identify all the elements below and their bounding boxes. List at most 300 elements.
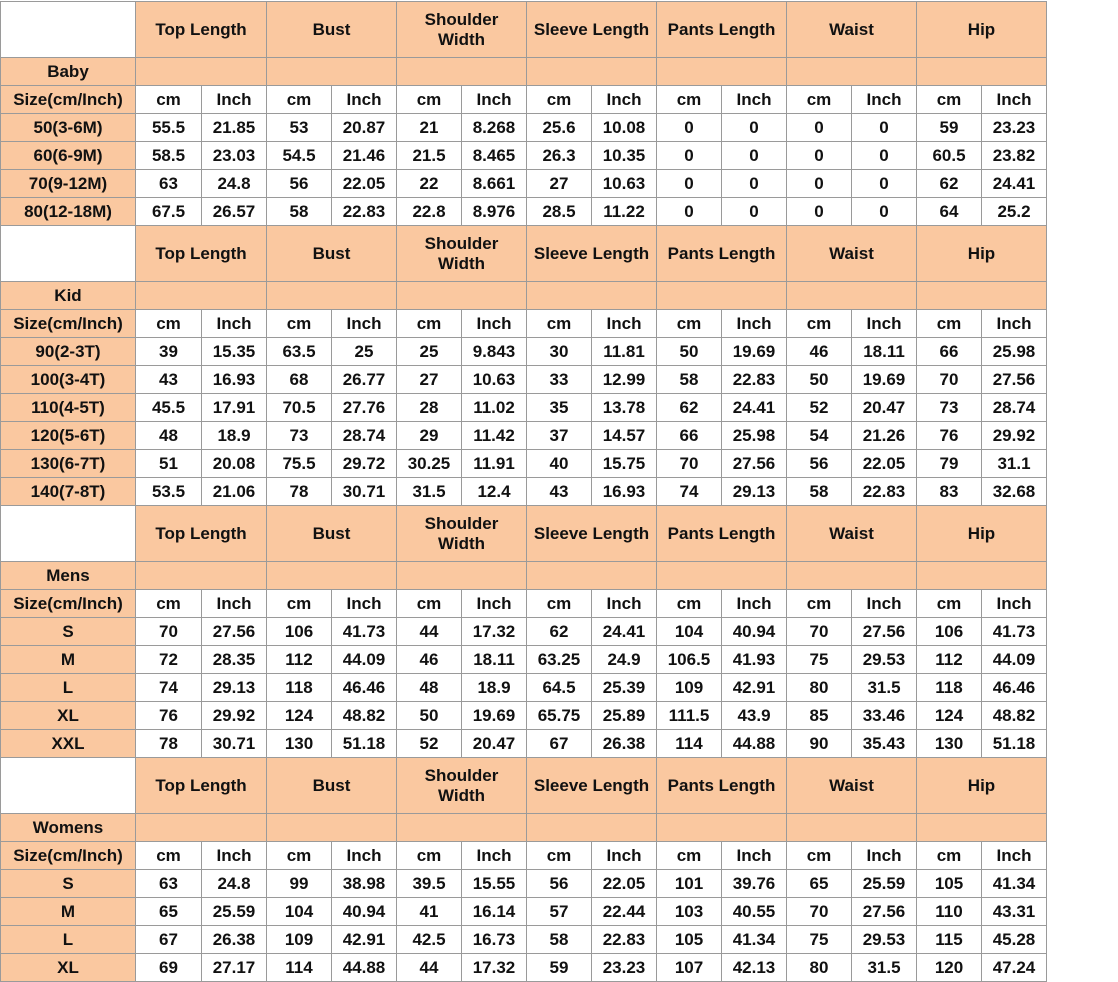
measurement-cell: 48 [397, 674, 462, 702]
measurement-cell: 85 [787, 702, 852, 730]
measurement-cell: 58 [657, 366, 722, 394]
size-label-cell: L [1, 674, 136, 702]
measurement-cell: 114 [657, 730, 722, 758]
measurement-cell: 42.91 [332, 926, 397, 954]
measurement-cell: 22.05 [852, 450, 917, 478]
measurement-cell: 40.55 [722, 898, 787, 926]
band-spacer [787, 814, 917, 842]
band-spacer [657, 814, 787, 842]
unit-cm: cm [136, 86, 202, 114]
unit-inch: Inch [462, 86, 527, 114]
measurement-cell: 21.85 [202, 114, 267, 142]
measurement-cell: 28.74 [332, 422, 397, 450]
measurement-cell: 0 [657, 198, 722, 226]
measurement-cell: 67 [136, 926, 202, 954]
table-row [1, 702, 1047, 730]
unit-inch: Inch [852, 310, 917, 338]
measurement-cell: 15.35 [202, 338, 267, 366]
measurement-cell: 9.843 [462, 338, 527, 366]
measurement-cell: 28.5 [527, 198, 592, 226]
measurement-cell: 41.34 [722, 926, 787, 954]
size-label-cell: 120(5-6T) [1, 422, 136, 450]
measurement-cell: 107 [657, 954, 722, 982]
band-spacer [787, 58, 917, 86]
measurement-cell: 64 [917, 198, 982, 226]
measurement-cell: 56 [787, 450, 852, 478]
measurement-cell: 21.46 [332, 142, 397, 170]
measurement-cell: 70 [136, 618, 202, 646]
measurement-cell: 70 [787, 618, 852, 646]
column-header: Bust [267, 506, 397, 562]
measurement-cell: 0 [787, 142, 852, 170]
column-header: Shoulder Width [397, 2, 527, 58]
measurement-cell: 40.94 [332, 898, 397, 926]
measurement-cell: 44.88 [722, 730, 787, 758]
band-spacer [267, 282, 397, 310]
column-header: Shoulder Width [397, 226, 527, 282]
measurement-cell: 29.13 [722, 478, 787, 506]
measurement-cell: 105 [917, 870, 982, 898]
band-spacer [267, 562, 397, 590]
unit-cm: cm [527, 842, 592, 870]
measurement-cell: 130 [267, 730, 332, 758]
measurement-cell: 51.18 [332, 730, 397, 758]
measurement-cell: 11.02 [462, 394, 527, 422]
measurement-cell: 38.98 [332, 870, 397, 898]
band-spacer [657, 562, 787, 590]
size-label-cell: 110(4-5T) [1, 394, 136, 422]
measurement-cell: 29 [397, 422, 462, 450]
size-label-cell: XXL [1, 730, 136, 758]
measurement-cell: 120 [917, 954, 982, 982]
measurement-cell: 27.76 [332, 394, 397, 422]
measurement-cell: 41.34 [982, 870, 1047, 898]
measurement-cell: 57 [527, 898, 592, 926]
measurement-cell: 76 [136, 702, 202, 730]
measurement-cell: 10.63 [462, 366, 527, 394]
band-spacer [267, 58, 397, 86]
measurement-cell: 44.09 [982, 646, 1047, 674]
units-row [1, 590, 1047, 618]
band-spacer [657, 58, 787, 86]
band-spacer [136, 562, 267, 590]
measurement-cell: 111.5 [657, 702, 722, 730]
measurement-cell: 11.22 [592, 198, 657, 226]
measurement-cell: 43 [527, 478, 592, 506]
header-corner-cell [1, 2, 136, 58]
size-label-cell: 70(9-12M) [1, 170, 136, 198]
measurement-cell: 80 [787, 674, 852, 702]
measurement-cell: 58 [267, 198, 332, 226]
column-header: Waist [787, 226, 917, 282]
section-name-row [1, 562, 1047, 590]
measurement-cell: 103 [657, 898, 722, 926]
measurement-cell: 44.09 [332, 646, 397, 674]
measurement-cell: 29.72 [332, 450, 397, 478]
size-label-cell: 60(6-9M) [1, 142, 136, 170]
measurement-cell: 50 [787, 366, 852, 394]
measurement-cell: 23.23 [592, 954, 657, 982]
measurement-cell: 40.94 [722, 618, 787, 646]
measurement-cell: 0 [852, 170, 917, 198]
measurement-cell: 73 [917, 394, 982, 422]
measurement-cell: 17.91 [202, 394, 267, 422]
unit-cm: cm [917, 86, 982, 114]
measurement-cell: 75 [787, 926, 852, 954]
header-corner-cell [1, 226, 136, 282]
measurement-cell: 24.8 [202, 170, 267, 198]
measurement-cell: 27.56 [982, 366, 1047, 394]
measurement-cell: 16.14 [462, 898, 527, 926]
measurement-cell: 22.83 [592, 926, 657, 954]
size-label-cell: XL [1, 702, 136, 730]
measurement-cell: 26.57 [202, 198, 267, 226]
measurement-cell: 16.93 [592, 478, 657, 506]
measurement-cell: 44 [397, 954, 462, 982]
measurement-cell: 48.82 [332, 702, 397, 730]
measurement-cell: 40 [527, 450, 592, 478]
measurement-cell: 12.99 [592, 366, 657, 394]
band-spacer [397, 814, 527, 842]
unit-inch: Inch [462, 310, 527, 338]
measurement-cell: 74 [136, 674, 202, 702]
size-chart-body [1, 2, 1047, 982]
measurement-cell: 8.465 [462, 142, 527, 170]
measurement-cell: 14.57 [592, 422, 657, 450]
measurement-cell: 78 [267, 478, 332, 506]
unit-cm: cm [136, 590, 202, 618]
measurement-cell: 63.25 [527, 646, 592, 674]
unit-cm: cm [917, 310, 982, 338]
size-label-cell: 130(6-7T) [1, 450, 136, 478]
measurement-cell: 24.41 [722, 394, 787, 422]
section-header-row [1, 226, 1047, 282]
measurement-cell: 48 [136, 422, 202, 450]
measurement-cell: 27.56 [852, 618, 917, 646]
unit-inch: Inch [202, 310, 267, 338]
band-spacer [136, 814, 267, 842]
measurement-cell: 62 [527, 618, 592, 646]
table-row [1, 954, 1047, 982]
measurement-cell: 65.75 [527, 702, 592, 730]
measurement-cell: 25.39 [592, 674, 657, 702]
measurement-cell: 23.23 [982, 114, 1047, 142]
band-spacer [657, 282, 787, 310]
measurement-cell: 8.661 [462, 170, 527, 198]
measurement-cell: 0 [722, 170, 787, 198]
size-label: Size(cm/Inch) [1, 842, 136, 870]
measurement-cell: 23.82 [982, 142, 1047, 170]
measurement-cell: 25.89 [592, 702, 657, 730]
measurement-cell: 51 [136, 450, 202, 478]
measurement-cell: 43 [136, 366, 202, 394]
measurement-cell: 19.69 [852, 366, 917, 394]
measurement-cell: 53 [267, 114, 332, 142]
measurement-cell: 45.5 [136, 394, 202, 422]
size-label-cell: 140(7-8T) [1, 478, 136, 506]
measurement-cell: 50 [657, 338, 722, 366]
measurement-cell: 27.56 [722, 450, 787, 478]
column-header: Pants Length [657, 2, 787, 58]
band-spacer [917, 282, 1047, 310]
unit-inch: Inch [982, 842, 1047, 870]
unit-cm: cm [527, 590, 592, 618]
measurement-cell: 22 [397, 170, 462, 198]
measurement-cell: 66 [657, 422, 722, 450]
measurement-cell: 16.93 [202, 366, 267, 394]
measurement-cell: 27 [397, 366, 462, 394]
measurement-cell: 112 [267, 646, 332, 674]
measurement-cell: 20.87 [332, 114, 397, 142]
column-header: Shoulder Width [397, 758, 527, 814]
measurement-cell: 90 [787, 730, 852, 758]
measurement-cell: 106 [267, 618, 332, 646]
band-spacer [397, 282, 527, 310]
measurement-cell: 106 [917, 618, 982, 646]
measurement-cell: 32.68 [982, 478, 1047, 506]
table-row [1, 646, 1047, 674]
measurement-cell: 42.13 [722, 954, 787, 982]
measurement-cell: 25.6 [527, 114, 592, 142]
measurement-cell: 29.53 [852, 646, 917, 674]
measurement-cell: 31.5 [852, 954, 917, 982]
measurement-cell: 18.11 [852, 338, 917, 366]
measurement-cell: 99 [267, 870, 332, 898]
measurement-cell: 48.82 [982, 702, 1047, 730]
measurement-cell: 25 [332, 338, 397, 366]
column-header: Waist [787, 2, 917, 58]
measurement-cell: 50 [397, 702, 462, 730]
measurement-cell: 28.35 [202, 646, 267, 674]
band-spacer [527, 814, 657, 842]
measurement-cell: 44 [397, 618, 462, 646]
measurement-cell: 72 [136, 646, 202, 674]
column-header: Hip [917, 226, 1047, 282]
unit-inch: Inch [592, 842, 657, 870]
measurement-cell: 73 [267, 422, 332, 450]
measurement-cell: 0 [722, 114, 787, 142]
measurement-cell: 64.5 [527, 674, 592, 702]
measurement-cell: 22.05 [332, 170, 397, 198]
measurement-cell: 20.47 [462, 730, 527, 758]
measurement-cell: 27.56 [202, 618, 267, 646]
measurement-cell: 69 [136, 954, 202, 982]
size-label-cell: S [1, 870, 136, 898]
measurement-cell: 12.4 [462, 478, 527, 506]
measurement-cell: 106.5 [657, 646, 722, 674]
measurement-cell: 58.5 [136, 142, 202, 170]
section-header-row [1, 506, 1047, 562]
measurement-cell: 68 [267, 366, 332, 394]
measurement-cell: 20.47 [852, 394, 917, 422]
unit-inch: Inch [722, 86, 787, 114]
measurement-cell: 54.5 [267, 142, 332, 170]
band-spacer [397, 58, 527, 86]
measurement-cell: 51.18 [982, 730, 1047, 758]
unit-cm: cm [136, 842, 202, 870]
measurement-cell: 33 [527, 366, 592, 394]
measurement-cell: 114 [267, 954, 332, 982]
unit-inch: Inch [462, 590, 527, 618]
measurement-cell: 53.5 [136, 478, 202, 506]
column-header: Pants Length [657, 226, 787, 282]
measurement-cell: 124 [917, 702, 982, 730]
unit-inch: Inch [202, 590, 267, 618]
band-spacer [787, 282, 917, 310]
measurement-cell: 0 [852, 198, 917, 226]
measurement-cell: 39.76 [722, 870, 787, 898]
band-spacer [917, 814, 1047, 842]
unit-cm: cm [527, 86, 592, 114]
unit-cm: cm [267, 842, 332, 870]
measurement-cell: 67 [527, 730, 592, 758]
band-spacer [397, 562, 527, 590]
band-spacer [527, 282, 657, 310]
column-header: Sleeve Length [527, 758, 657, 814]
measurement-cell: 42.5 [397, 926, 462, 954]
measurement-cell: 44.88 [332, 954, 397, 982]
measurement-cell: 28 [397, 394, 462, 422]
measurement-cell: 115 [917, 926, 982, 954]
unit-cm: cm [397, 590, 462, 618]
column-header: Top Length [136, 506, 267, 562]
unit-inch: Inch [592, 590, 657, 618]
unit-inch: Inch [982, 590, 1047, 618]
unit-inch: Inch [982, 310, 1047, 338]
measurement-cell: 59 [527, 954, 592, 982]
unit-inch: Inch [592, 310, 657, 338]
measurement-cell: 25.2 [982, 198, 1047, 226]
measurement-cell: 101 [657, 870, 722, 898]
measurement-cell: 59 [917, 114, 982, 142]
unit-cm: cm [657, 310, 722, 338]
measurement-cell: 43.31 [982, 898, 1047, 926]
measurement-cell: 29.53 [852, 926, 917, 954]
measurement-cell: 0 [657, 142, 722, 170]
unit-inch: Inch [852, 590, 917, 618]
unit-cm: cm [397, 310, 462, 338]
size-label-cell: L [1, 926, 136, 954]
column-header: Sleeve Length [527, 226, 657, 282]
measurement-cell: 29.92 [202, 702, 267, 730]
band-spacer [267, 814, 397, 842]
measurement-cell: 29.13 [202, 674, 267, 702]
band-spacer [787, 562, 917, 590]
measurement-cell: 0 [852, 142, 917, 170]
unit-inch: Inch [462, 842, 527, 870]
column-header: Top Length [136, 758, 267, 814]
measurement-cell: 46.46 [982, 674, 1047, 702]
size-label-cell: 100(3-4T) [1, 366, 136, 394]
table-row [1, 366, 1047, 394]
size-label-cell: 90(2-3T) [1, 338, 136, 366]
units-row [1, 842, 1047, 870]
measurement-cell: 74 [657, 478, 722, 506]
measurement-cell: 10.63 [592, 170, 657, 198]
measurement-cell: 75 [787, 646, 852, 674]
measurement-cell: 110 [917, 898, 982, 926]
measurement-cell: 0 [852, 114, 917, 142]
measurement-cell: 56 [527, 870, 592, 898]
column-header: Waist [787, 506, 917, 562]
measurement-cell: 35.43 [852, 730, 917, 758]
measurement-cell: 62 [917, 170, 982, 198]
measurement-cell: 58 [527, 926, 592, 954]
column-header: Top Length [136, 2, 267, 58]
section-name-row [1, 282, 1047, 310]
unit-inch: Inch [982, 86, 1047, 114]
size-label-cell: 80(12-18M) [1, 198, 136, 226]
measurement-cell: 26.38 [202, 926, 267, 954]
measurement-cell: 0 [722, 142, 787, 170]
band-spacer [136, 282, 267, 310]
table-row [1, 338, 1047, 366]
measurement-cell: 70 [787, 898, 852, 926]
measurement-cell: 109 [657, 674, 722, 702]
measurement-cell: 31.5 [397, 478, 462, 506]
measurement-cell: 10.35 [592, 142, 657, 170]
measurement-cell: 67.5 [136, 198, 202, 226]
measurement-cell: 63.5 [267, 338, 332, 366]
measurement-cell: 104 [267, 898, 332, 926]
section-header-row [1, 758, 1047, 814]
column-header: Shoulder Width [397, 506, 527, 562]
measurement-cell: 26.77 [332, 366, 397, 394]
measurement-cell: 22.83 [852, 478, 917, 506]
measurement-cell: 11.81 [592, 338, 657, 366]
column-header: Bust [267, 758, 397, 814]
unit-inch: Inch [592, 86, 657, 114]
band-spacer [917, 562, 1047, 590]
band-spacer [527, 562, 657, 590]
size-label-cell: S [1, 618, 136, 646]
measurement-cell: 22.83 [722, 366, 787, 394]
measurement-cell: 27 [527, 170, 592, 198]
table-row [1, 674, 1047, 702]
unit-inch: Inch [332, 310, 397, 338]
column-header: Hip [917, 2, 1047, 58]
table-row [1, 870, 1047, 898]
size-label-cell: M [1, 646, 136, 674]
measurement-cell: 52 [397, 730, 462, 758]
measurement-cell: 25.98 [722, 422, 787, 450]
measurement-cell: 21.26 [852, 422, 917, 450]
measurement-cell: 21 [397, 114, 462, 142]
measurement-cell: 42.91 [722, 674, 787, 702]
unit-inch: Inch [202, 842, 267, 870]
measurement-cell: 130 [917, 730, 982, 758]
measurement-cell: 31.5 [852, 674, 917, 702]
measurement-cell: 23.03 [202, 142, 267, 170]
measurement-cell: 24.41 [982, 170, 1047, 198]
units-row [1, 86, 1047, 114]
measurement-cell: 22.8 [397, 198, 462, 226]
section-name: Mens [1, 562, 136, 590]
unit-cm: cm [397, 842, 462, 870]
measurement-cell: 104 [657, 618, 722, 646]
measurement-cell: 30.71 [202, 730, 267, 758]
measurement-cell: 70.5 [267, 394, 332, 422]
measurement-cell: 109 [267, 926, 332, 954]
section-name: Womens [1, 814, 136, 842]
column-header: Waist [787, 758, 917, 814]
measurement-cell: 0 [722, 198, 787, 226]
measurement-cell: 0 [787, 170, 852, 198]
units-row [1, 310, 1047, 338]
measurement-cell: 118 [267, 674, 332, 702]
measurement-cell: 25.59 [852, 870, 917, 898]
size-chart-table [0, 1, 1047, 982]
